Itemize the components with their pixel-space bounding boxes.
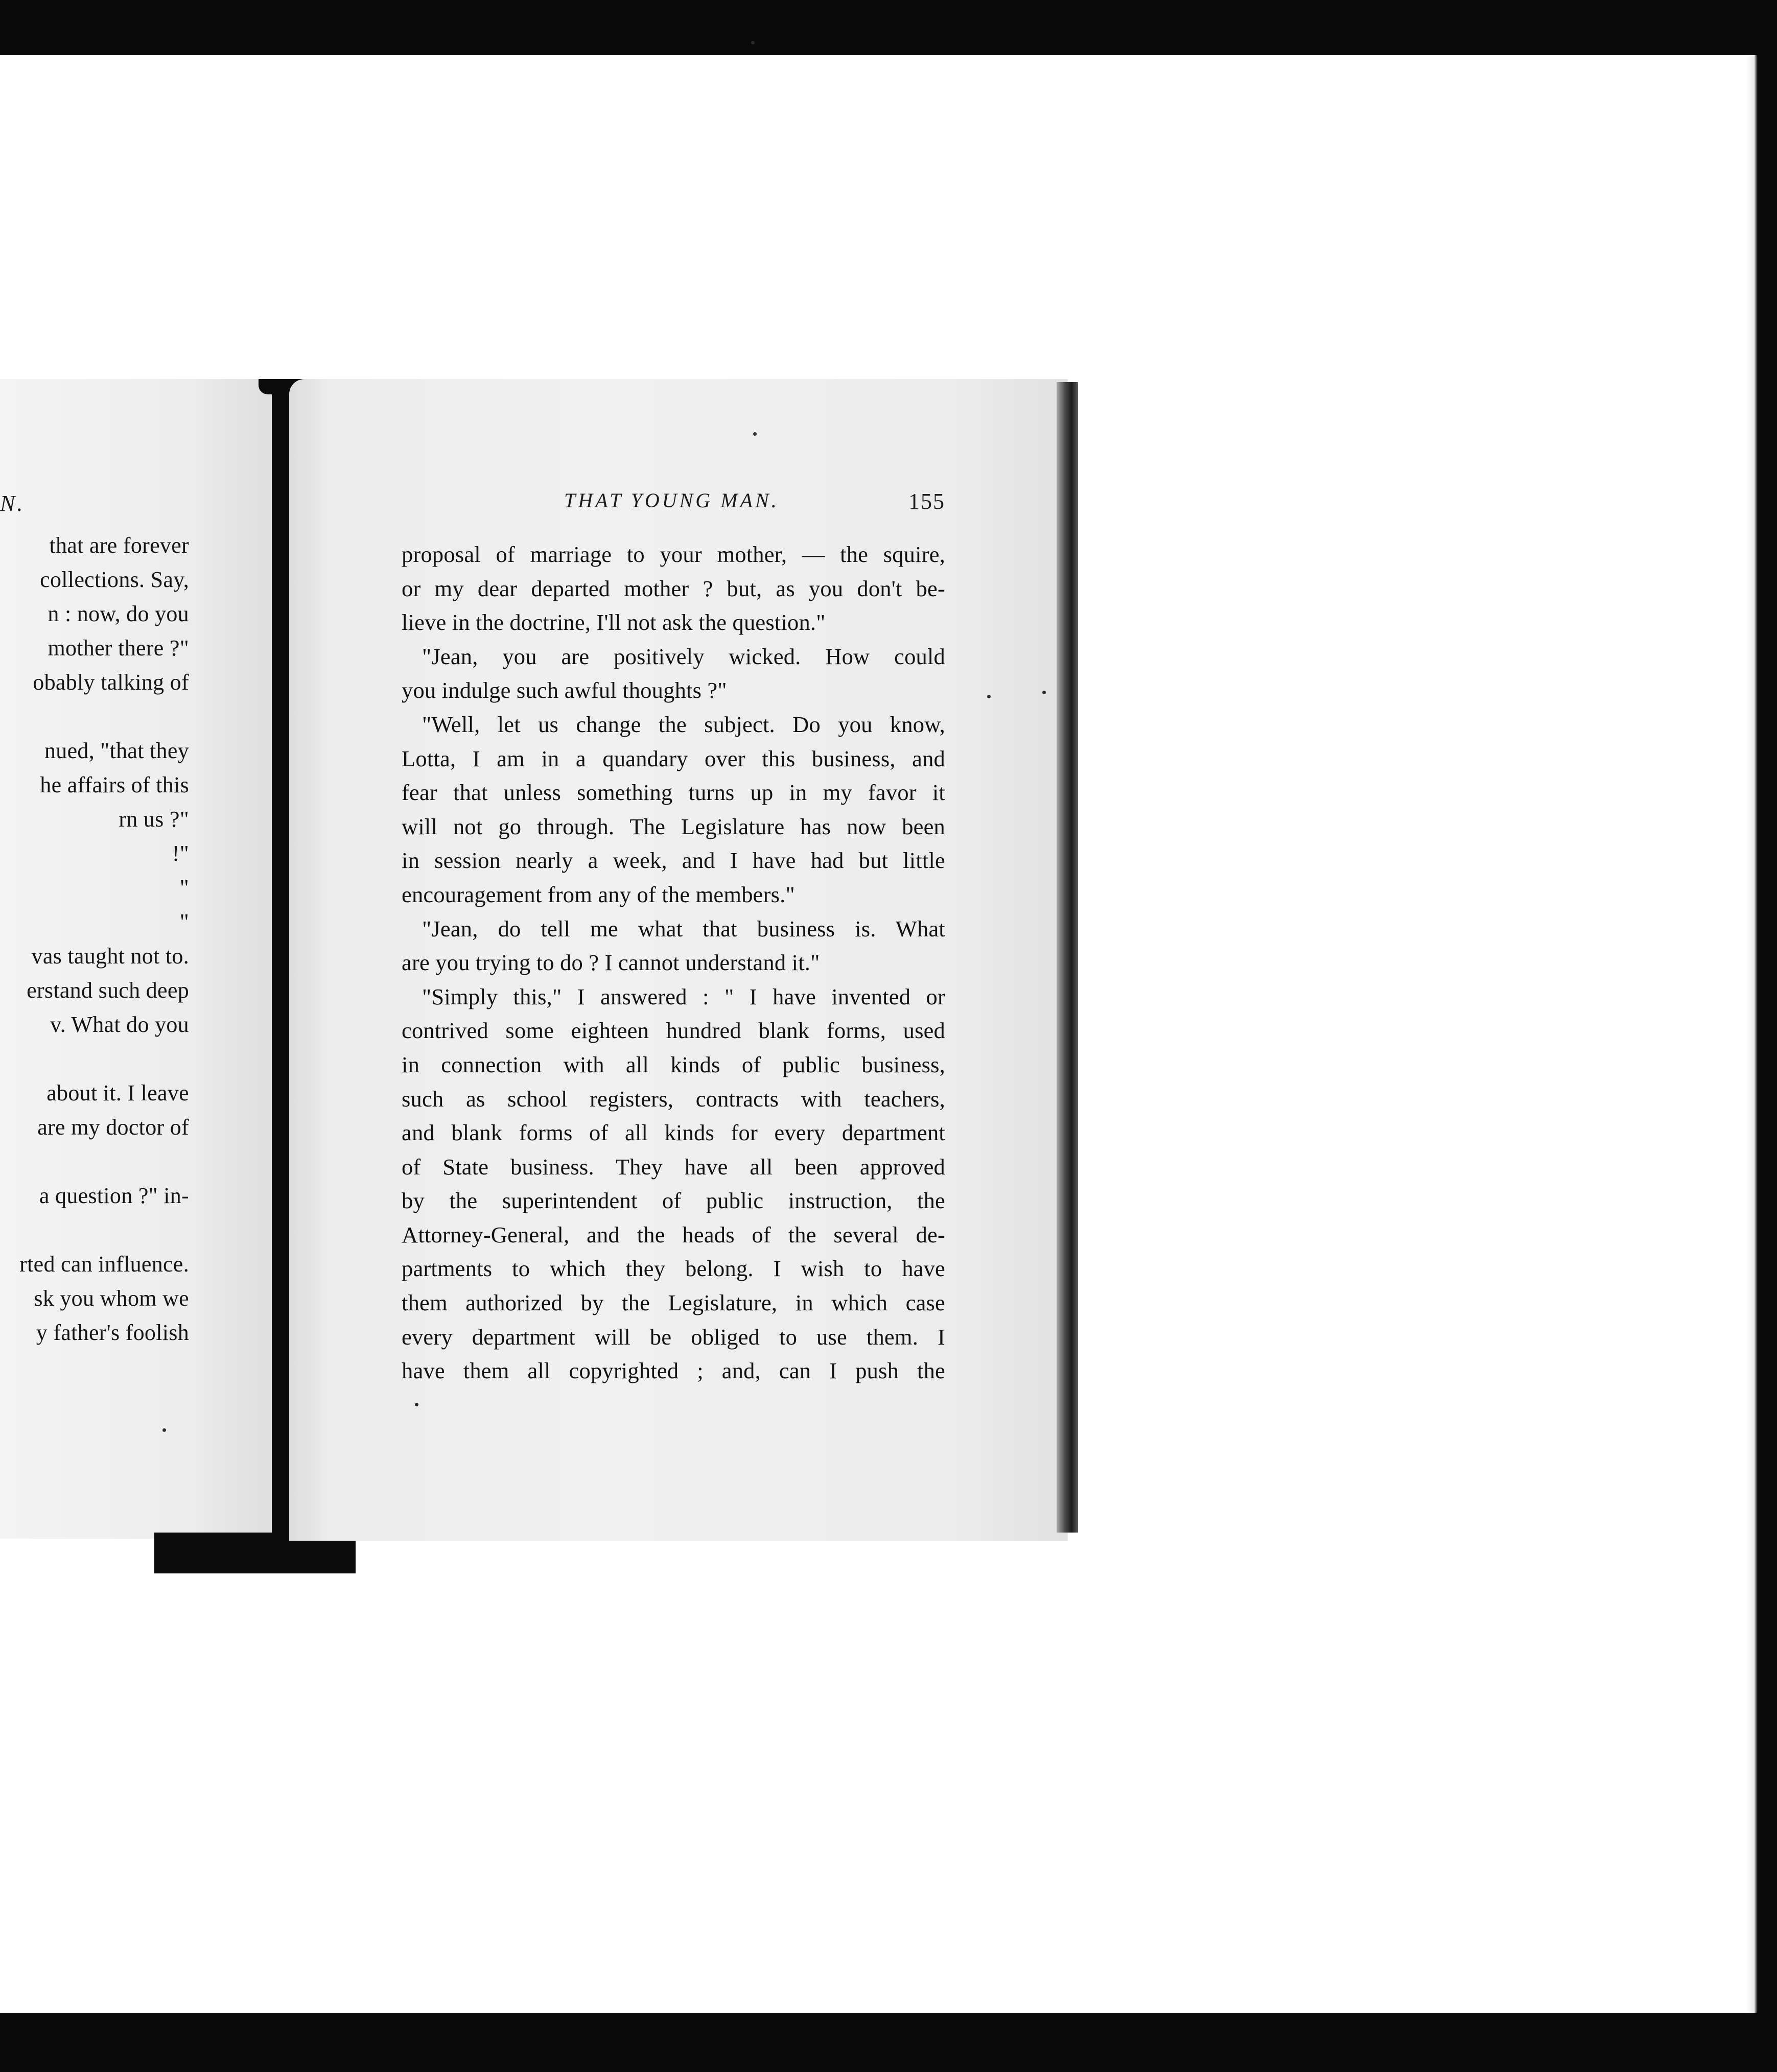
left-page-header: N.	[0, 491, 25, 516]
text-line: obably talking of	[33, 670, 189, 695]
page-body-text	[402, 537, 945, 1388]
book-spine	[272, 382, 290, 1542]
text-line: have them all copyrighted ; and, can I push the	[402, 1358, 945, 1384]
page-number: 155	[908, 489, 945, 514]
text-line: vas taught not to.	[31, 944, 189, 969]
text-line: of State business. They have all been approved	[402, 1153, 945, 1180]
text-line: proposal of marriage to your mother, — the squire,	[402, 541, 945, 567]
text-line: "Simply this," I answered : " I have invented or	[422, 983, 945, 1009]
text-line	[0, 1042, 189, 1076]
text-line: and blank forms of all kinds for every department	[402, 1120, 945, 1146]
page-block-edge	[1057, 382, 1078, 1533]
film-border-top-inner	[0, 40, 1777, 55]
text-line: rn us ?"	[119, 807, 189, 832]
text-line: v. What do you	[50, 1012, 189, 1037]
text-line: such as school registers, contracts with teachers,	[402, 1086, 945, 1112]
film-border-right	[1758, 0, 1777, 2072]
text-line	[0, 1213, 189, 1247]
text-line: sk you whom we	[34, 1286, 189, 1311]
text-line: them authorized by the Legislature, in which case	[402, 1290, 945, 1316]
text-line: every department will be obliged to use them. I	[402, 1324, 945, 1350]
text-line: y father's foolish	[36, 1320, 189, 1345]
text-line: will not go through. The Legislature has now been	[402, 813, 945, 839]
text-line: that are forever	[49, 533, 189, 558]
text-line: Lotta, I am in a quandary over this business, and	[402, 745, 945, 771]
text-line: erstand such deep	[27, 978, 189, 1003]
text-line: partments to which they belong. I wish to have	[402, 1256, 945, 1282]
text-line: !"	[172, 841, 189, 866]
left-page	[0, 379, 275, 1539]
scan-speck	[753, 432, 757, 436]
text-line: in connection with all kinds of public business,	[402, 1051, 945, 1077]
text-line: mother there ?"	[48, 635, 189, 661]
scan-speck	[162, 1428, 166, 1432]
text-line: are you trying to do ? I cannot understand it."	[402, 950, 820, 976]
text-line: fear that unless something turns up in my favor it	[402, 780, 945, 806]
text-line: or my dear departed mother ? but, as you don't be-	[402, 575, 945, 601]
left-page-text	[0, 528, 189, 1350]
text-line: "	[179, 875, 189, 900]
running-head: THAT YOUNG MAN.	[564, 489, 779, 512]
text-line: "Jean, you are positively wicked. How could	[422, 643, 945, 669]
scan-speck	[1042, 691, 1046, 694]
text-line: encouragement from any of the members."	[402, 881, 795, 907]
text-line: collections. Say,	[40, 567, 189, 592]
text-line: n : now, do you	[48, 601, 189, 626]
text-line: about it. I leave	[46, 1080, 189, 1105]
text-line: a question ?" in-	[39, 1183, 189, 1208]
text-line: are my doctor of	[37, 1115, 189, 1140]
text-line: contrived some eighteen hundred blank forms, used	[402, 1018, 945, 1044]
text-line: in session nearly a week, and I have had but little	[402, 847, 945, 874]
text-line: Attorney-General, and the heads of the several de-	[402, 1221, 945, 1247]
text-line: rted can influence.	[19, 1252, 189, 1277]
text-line: "Jean, do tell me what that business is. What	[422, 915, 945, 941]
film-border-bottom	[0, 2013, 1777, 2072]
text-line: lieve in the doctrine, I'll not ask the question."	[402, 609, 826, 635]
scan-speck	[987, 695, 991, 698]
text-line: "	[179, 909, 189, 934]
text-line	[0, 699, 189, 734]
text-line: by the superintendent of public instruction, the	[402, 1188, 945, 1214]
text-line	[0, 1144, 189, 1179]
text-line: nued, "that they	[44, 738, 189, 763]
scan-speck	[751, 41, 755, 44]
text-line: he affairs of this	[40, 772, 189, 797]
film-border-right-fade	[1746, 55, 1758, 2013]
scan-speck	[415, 1403, 418, 1406]
text-line: you indulge such awful thoughts ?"	[402, 677, 727, 703]
text-line: "Well, let us change the subject. Do you know,	[422, 711, 945, 737]
